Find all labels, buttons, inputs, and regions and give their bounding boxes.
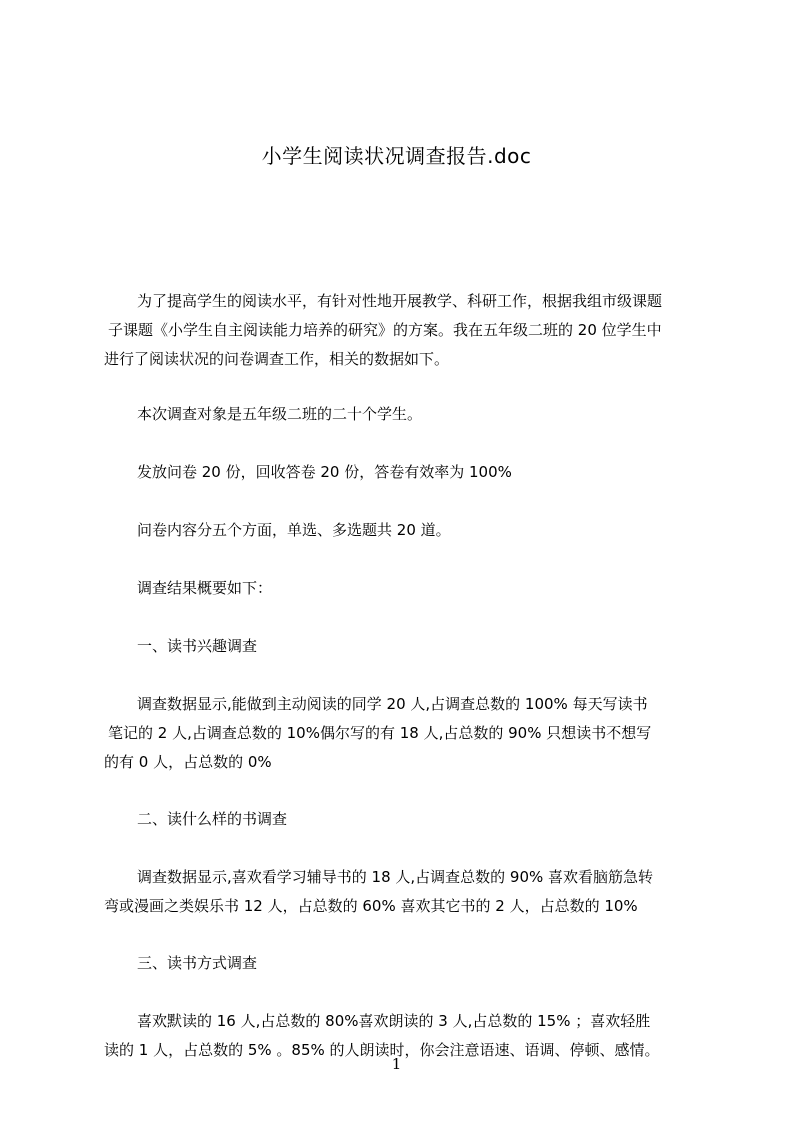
paragraph-line: 三、读书方式调查: [137, 954, 258, 972]
paragraph-line: 弯或漫画之类娱乐书 12 人，占总数的 60% 喜欢其它书的 2 人，占总数的 10%: [104, 897, 638, 915]
paragraph-line: 发放问卷 20 份，回收答卷 20 份，答卷有效率为 100%: [137, 463, 512, 481]
intro-paragraph: [104, 287, 704, 374]
paragraph-line: 进行了阅读状况的问卷调查工作，相关的数据如下。: [104, 350, 450, 368]
paragraph-line: 喜欢默读的 16 人,占总数的 80%喜欢朗读的 3 人,占总数的 15% ；喜欢轻胜: [137, 1012, 651, 1030]
document-body: [104, 287, 704, 1093]
book-types-paragraph: [104, 863, 704, 921]
paragraph-line: 读的 1 人，占总数的 5% 。85% 的人朗读时，你会注意语速、语调、停顿、感情。: [104, 1041, 660, 1059]
section-heading-reading-interest: [104, 632, 704, 661]
reading-interest-paragraph: [104, 690, 704, 777]
section-heading-reading-method: [104, 949, 704, 978]
paragraph-line: 笔记的 2 人,占调查总数的 10%偶尔写的有 18 人,占总数的 90% 只想读书不想写: [108, 724, 652, 742]
paragraph-line: 一、读书兴趣调查: [137, 637, 258, 655]
paragraph-line: 本次调查对象是五年级二班的二十个学生。: [137, 405, 423, 423]
questionnaire-count-paragraph: [104, 458, 704, 487]
paragraph-line: 二、读什么样的书调查: [137, 810, 288, 828]
paragraph-line: 的有 0 人，占总数的 0%: [104, 753, 272, 771]
results-summary-heading: [104, 574, 704, 603]
survey-subject-paragraph: [104, 400, 704, 429]
questionnaire-content-paragraph: [104, 516, 704, 545]
paragraph-line: 调查数据显示,能做到主动阅读的同学 20 人,占调查总数的 100% 每天写读书: [137, 695, 648, 713]
paragraph-line: 子课题《小学生自主阅读能力培养的研究》的方案。我在五年级二班的 20 位学生中: [108, 321, 662, 339]
paragraph-line: 调查结果概要如下：: [137, 579, 273, 597]
paragraph-line: 调查数据显示,喜欢看学习辅导书的 18 人,占调查总数的 90% 喜欢看脑筋急转: [137, 868, 654, 886]
paragraph-line: 为了提高学生的阅读水平，有针对性地开展教学、科研工作，根据我组市级课题: [137, 292, 663, 310]
document-title: 小学生阅读状况调查报告.doc: [261, 144, 532, 168]
section-heading-book-types: [104, 805, 704, 834]
paragraph-line: 问卷内容分五个方面，单选、多选题共 20 道。: [137, 521, 451, 539]
page-number: 1: [391, 1055, 402, 1073]
